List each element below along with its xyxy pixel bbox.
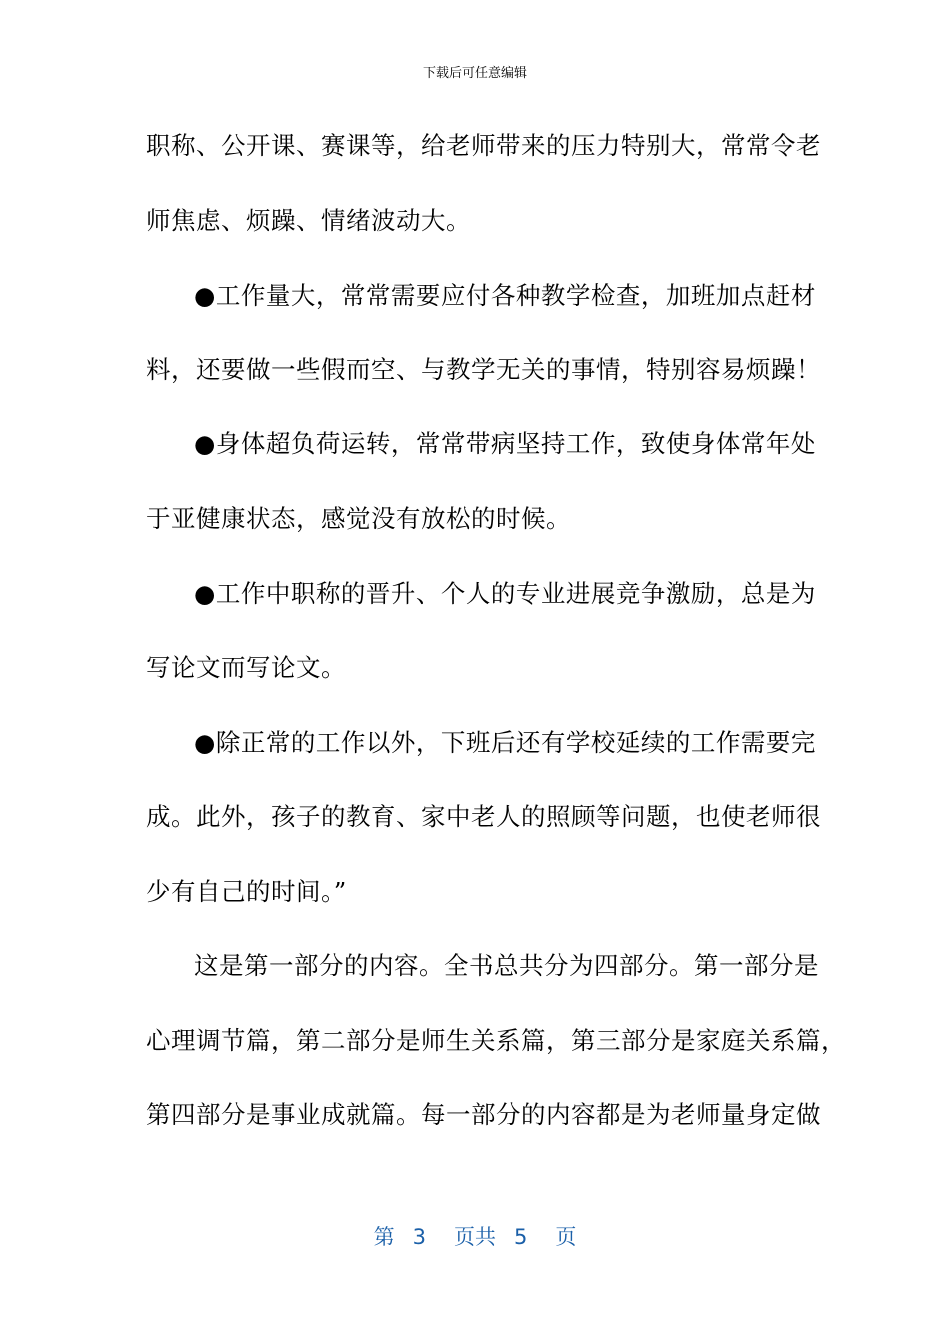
footer-prefix: 第 — [373, 1225, 395, 1249]
text-line: 师焦虑、烦躁、情绪波动大。 — [146, 206, 471, 235]
page-number-footer — [0, 1222, 950, 1252]
text-line: 第四部分是事业成就篇。每一部分的内容都是为老师量身定做 — [146, 1100, 821, 1129]
bullet-paragraph-line: ●除正常的工作以外，下班后还有学校延续的工作需要完 — [194, 728, 816, 757]
text-line: 于亚健康状态，感觉没有放松的时候。 — [146, 504, 571, 533]
page-header-note: 下载后可任意编辑 — [422, 66, 527, 81]
text-line: 写论文而写论文。 — [146, 653, 346, 682]
text-line: 心理调节篇，第二部分是师生关系篇，第三部分是家庭关系篇， — [146, 1026, 846, 1055]
current-page-number: 3 — [412, 1225, 426, 1249]
text-line: 料，还要做一些假而空、与教学无关的事情，特别容易烦躁！ — [146, 355, 821, 384]
text-line: 职称、公开课、赛课等，给老师带来的压力特别大，常常令老 — [146, 131, 821, 160]
total-page-count: 5 — [514, 1225, 528, 1249]
bullet-paragraph-line: ●工作中职称的晋升、个人的专业进展竞争激励，总是为 — [194, 579, 816, 608]
bullet-paragraph-line: ●身体超负荷运转，常常带病坚持工作，致使身体常年处 — [194, 429, 816, 458]
text-line: 成。此外，孩子的教育、家中老人的照顾等问题，也使老师很 — [146, 802, 821, 831]
paragraph-line: 这是第一部分的内容。全书总共分为四部分。第一部分是 — [194, 951, 819, 980]
bullet-paragraph-line: ●工作量大，常常需要应付各种教学检查，加班加点赶材 — [194, 281, 816, 310]
text-line: 少有自己的时间。” — [146, 877, 347, 906]
footer-middle: 页共 — [454, 1225, 496, 1249]
footer-suffix: 页 — [555, 1225, 577, 1249]
